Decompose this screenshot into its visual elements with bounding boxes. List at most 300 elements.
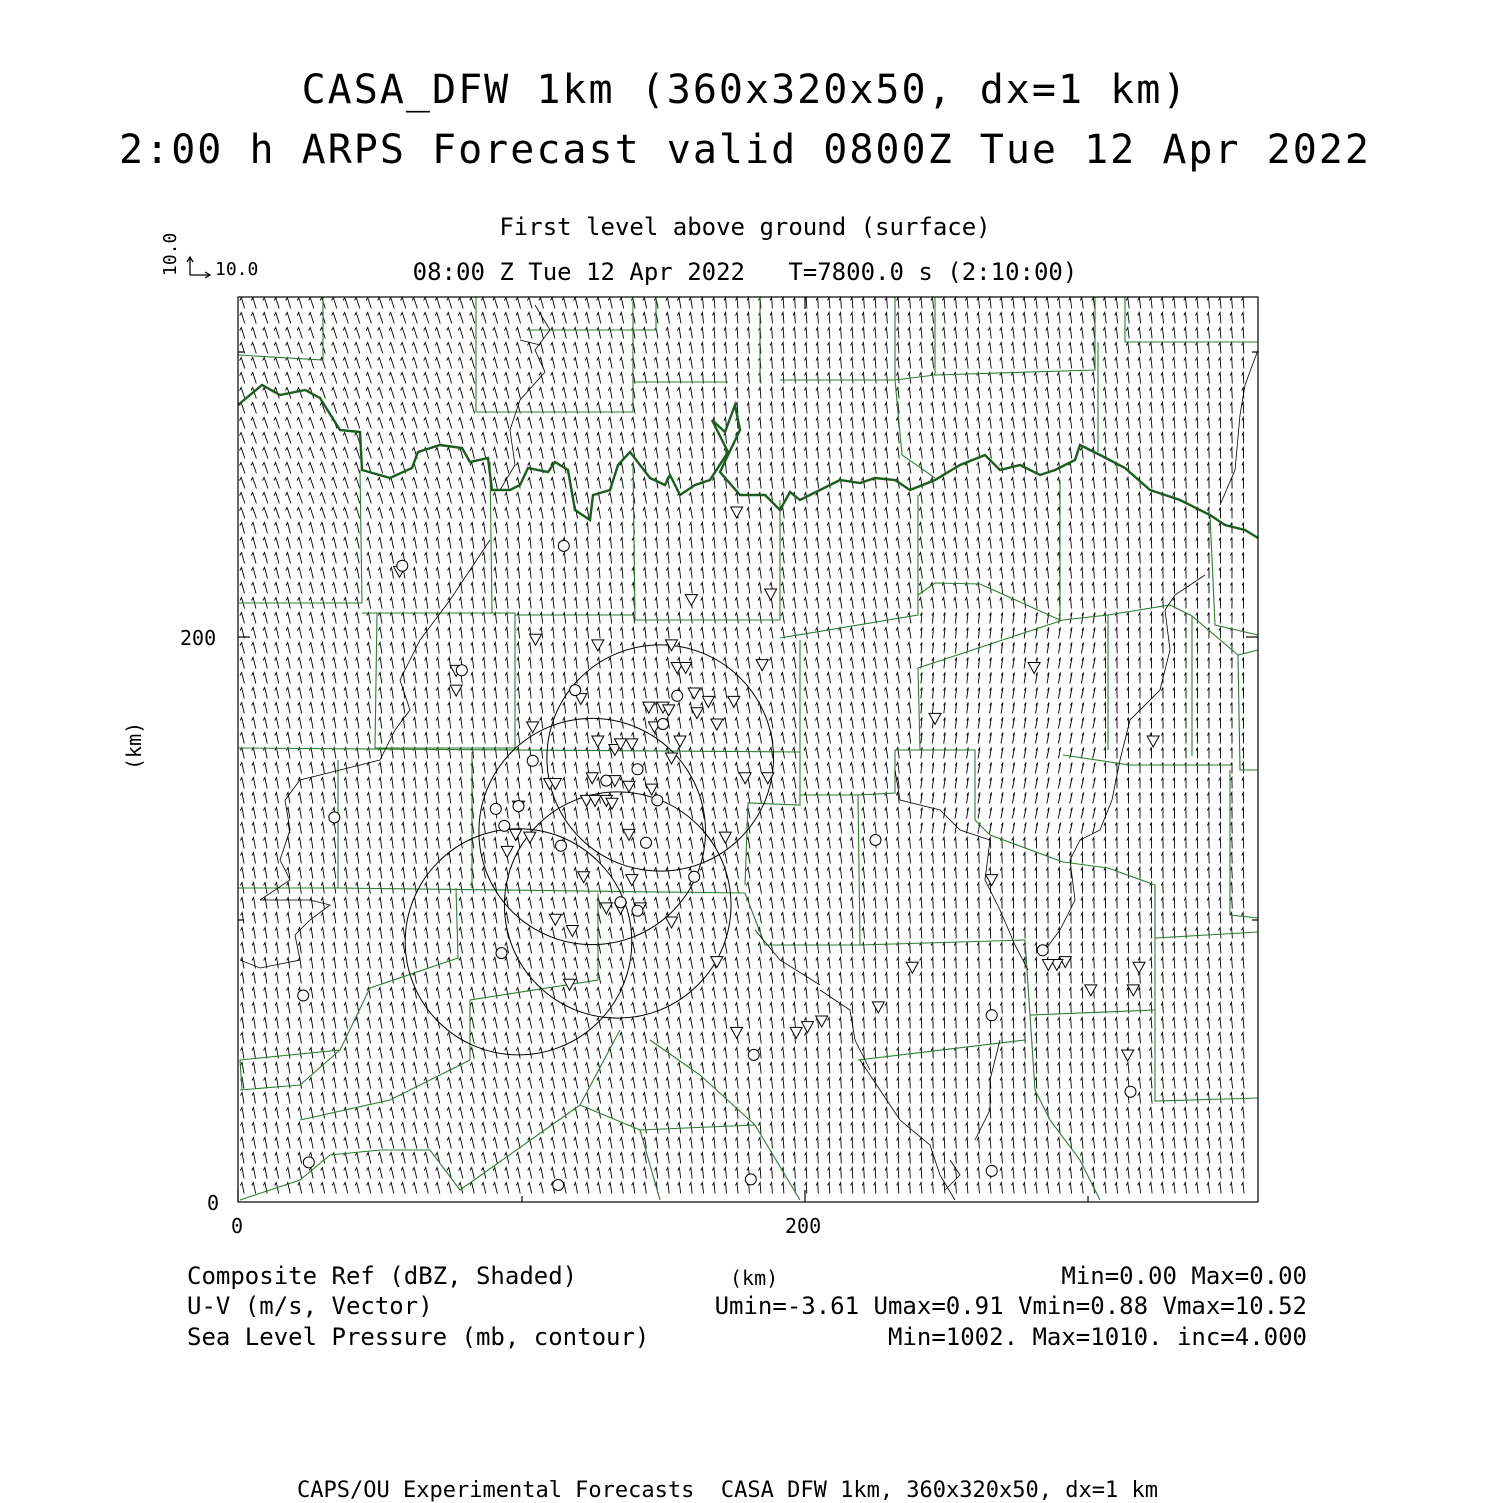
wind-vector — [447, 343, 452, 354]
wind-vector — [1103, 1078, 1106, 1089]
wind-vector — [689, 643, 692, 654]
wind-vector — [896, 748, 899, 759]
wind-vector — [793, 418, 796, 429]
wind-vector — [1138, 1018, 1140, 1029]
wind-vector — [713, 433, 715, 444]
wind-vector — [1161, 418, 1163, 429]
wind-vector — [1023, 1048, 1025, 1059]
wind-vector — [1231, 643, 1233, 654]
wind-vector — [816, 373, 819, 384]
wind-vector — [1093, 658, 1095, 669]
wind-vector — [528, 643, 531, 654]
wind-vector — [666, 823, 670, 834]
wind-vector — [862, 433, 865, 444]
wind-vector — [1219, 733, 1221, 744]
wind-vector — [770, 478, 773, 489]
wind-vector — [666, 463, 669, 474]
wind-vector — [931, 958, 933, 969]
wind-vector — [1161, 988, 1163, 999]
wind-vector — [1230, 703, 1232, 714]
wind-vector — [412, 403, 417, 414]
wind-vector — [712, 1063, 715, 1074]
wind-vector — [310, 763, 313, 774]
wind-vector — [723, 778, 727, 789]
wind-vector — [1230, 418, 1232, 429]
wind-vector — [517, 718, 520, 729]
wind-vector — [944, 763, 946, 774]
wind-vector — [574, 703, 577, 714]
wind-vector — [447, 373, 452, 384]
wind-vector — [1172, 1123, 1175, 1134]
wind-vector — [746, 703, 750, 714]
wind-vector — [827, 448, 830, 459]
wind-vector — [1241, 1123, 1244, 1134]
wind-vector — [1230, 538, 1232, 549]
wind-vector — [1196, 673, 1198, 684]
wind-vector — [1057, 358, 1060, 369]
wind-vector — [1138, 613, 1140, 624]
wind-vector — [701, 613, 704, 624]
wind-vector — [1184, 433, 1186, 444]
wind-vector — [390, 658, 393, 669]
wind-vector — [620, 448, 624, 459]
wind-vector — [1000, 403, 1003, 414]
wind-vector — [1115, 313, 1118, 324]
wind-vector — [758, 868, 762, 879]
wind-vector — [620, 778, 623, 789]
wind-vector — [493, 343, 498, 354]
wind-vector — [413, 823, 416, 834]
wind-vector — [1242, 358, 1244, 369]
wind-vector — [286, 358, 291, 369]
wind-vector — [1093, 823, 1096, 834]
wind-vector — [850, 643, 853, 654]
wind-vector — [562, 343, 566, 354]
wind-vector — [356, 778, 359, 789]
wind-vector — [1104, 958, 1106, 969]
wind-vector — [1126, 1108, 1129, 1119]
wind-vector — [321, 688, 325, 699]
wind-vector — [955, 703, 957, 714]
wind-vector — [885, 568, 888, 579]
wind-vector — [827, 883, 830, 894]
wind-vector — [758, 508, 761, 519]
wind-vector — [310, 838, 313, 849]
wind-vector — [263, 568, 268, 579]
wind-vector — [481, 343, 486, 354]
wind-vector — [643, 433, 646, 444]
wind-vector — [977, 913, 979, 924]
wind-vector — [436, 688, 439, 699]
wind-vector — [1092, 343, 1095, 354]
wind-vector — [297, 373, 302, 384]
wind-vector — [1207, 1078, 1210, 1089]
wind-vector — [920, 1003, 922, 1014]
wind-vector — [850, 538, 853, 549]
wind-vector — [309, 1063, 313, 1074]
wind-vector — [1035, 958, 1037, 969]
wind-vector — [862, 448, 865, 459]
wind-vector — [885, 958, 887, 969]
wind-vector — [874, 958, 876, 969]
wind-vector — [1012, 898, 1014, 909]
wind-vector — [735, 523, 738, 534]
wind-vector — [1104, 928, 1106, 939]
wind-vector — [654, 838, 658, 849]
wind-vector — [965, 328, 968, 339]
wind-vector — [402, 703, 405, 714]
wind-vector — [1046, 853, 1048, 864]
wind-vector — [275, 688, 279, 699]
wind-vector — [908, 838, 911, 849]
wind-vector — [896, 463, 899, 474]
wind-vector — [770, 523, 773, 534]
wind-vector — [747, 928, 750, 939]
wind-vector — [425, 583, 428, 594]
wind-vector — [1057, 343, 1060, 354]
wind-vector — [943, 1093, 945, 1104]
wind-vector — [769, 853, 773, 864]
wind-vector — [274, 433, 279, 444]
wind-vector — [286, 1078, 290, 1089]
wind-vector — [505, 1093, 509, 1104]
wind-vector — [574, 298, 578, 309]
wind-vector — [793, 1093, 795, 1104]
wind-vector — [528, 1108, 532, 1119]
wind-vector — [724, 538, 727, 549]
wind-vector — [954, 883, 956, 894]
wind-vector — [436, 1003, 440, 1014]
wind-vector — [921, 823, 923, 834]
wind-vector — [574, 958, 578, 969]
wind-vector — [896, 508, 899, 519]
wind-vector — [966, 1108, 968, 1119]
wind-vector — [643, 673, 646, 684]
wind-vector — [516, 1108, 520, 1119]
wind-vector — [885, 778, 888, 789]
wind-vector — [747, 913, 750, 924]
wind-vector — [482, 733, 485, 744]
wind-vector — [1093, 733, 1096, 744]
wind-vector — [540, 838, 543, 849]
wind-vector — [943, 883, 945, 894]
wind-vector — [747, 1018, 750, 1029]
wind-vector — [551, 328, 555, 339]
wind-vector — [241, 973, 244, 984]
wind-vector — [574, 343, 578, 354]
wind-vector — [310, 1018, 313, 1029]
wind-vector — [908, 823, 911, 834]
wind-vector — [724, 313, 726, 324]
wind-vector — [873, 733, 876, 744]
wind-vector — [1104, 883, 1106, 894]
wind-vector — [367, 643, 371, 654]
wind-vector — [1230, 973, 1233, 984]
wind-vector — [435, 343, 440, 354]
wind-vector — [355, 358, 360, 369]
wind-vector — [1196, 553, 1198, 564]
wind-vector — [275, 733, 279, 744]
wind-vector — [574, 523, 577, 534]
wind-vector — [355, 478, 360, 489]
wind-vector — [862, 523, 865, 534]
wind-vector — [332, 478, 337, 489]
wind-vector — [966, 898, 968, 909]
wind-vector — [965, 523, 968, 534]
wind-vector — [678, 718, 681, 729]
wind-vector — [931, 1123, 933, 1134]
wind-vector — [1047, 658, 1049, 669]
wind-vector — [885, 823, 888, 834]
wind-vector — [517, 613, 520, 624]
wind-vector — [586, 718, 589, 729]
wind-vector — [781, 823, 785, 834]
wind-vector — [804, 673, 808, 684]
wind-vector — [1230, 298, 1232, 309]
wind-vector — [378, 613, 382, 624]
wind-vector — [608, 313, 612, 324]
wind-vector — [493, 313, 498, 324]
wind-vector — [298, 658, 302, 669]
wind-vector — [448, 853, 451, 864]
wind-vector — [1242, 943, 1244, 954]
wind-vector — [978, 778, 980, 789]
wind-vector — [735, 1123, 738, 1134]
wind-vector — [251, 313, 256, 324]
wind-vector — [620, 703, 623, 714]
wind-vector — [263, 433, 268, 444]
wind-vector — [413, 1018, 417, 1029]
wind-vector — [562, 913, 566, 924]
wind-vector — [1046, 538, 1049, 549]
wind-vector — [792, 673, 796, 684]
wind-vector — [954, 913, 956, 924]
wind-vector — [241, 958, 244, 969]
wind-vector — [839, 403, 842, 414]
wind-vector — [966, 1003, 968, 1014]
wind-vector — [723, 793, 727, 804]
wind-vector — [965, 448, 968, 459]
wind-vector — [654, 343, 658, 354]
wind-vector — [1046, 868, 1048, 879]
wind-vector — [724, 358, 726, 369]
wind-vector — [1196, 418, 1198, 429]
wind-vector — [712, 523, 715, 534]
wind-vector — [1196, 448, 1198, 459]
wind-vector — [367, 568, 371, 579]
wind-vector — [712, 493, 715, 504]
wind-vector — [1208, 673, 1210, 684]
wind-vector — [700, 913, 704, 924]
wind-vector — [356, 913, 359, 924]
wind-vector — [459, 538, 462, 549]
wind-vector — [758, 883, 762, 894]
wind-vector — [332, 1093, 336, 1104]
wind-vector — [921, 688, 923, 699]
wind-vector — [1138, 448, 1141, 459]
wind-vector — [551, 568, 554, 579]
wind-vector — [1034, 298, 1037, 309]
wind-vector — [494, 733, 497, 744]
wind-vector — [1218, 988, 1221, 999]
wind-vector — [528, 493, 532, 504]
wind-vector — [1092, 553, 1094, 564]
wind-vector — [677, 913, 681, 924]
wind-vector — [678, 508, 681, 519]
wind-vector — [1024, 643, 1026, 654]
wind-vector — [1207, 553, 1209, 564]
vector-key-vertical-label: 10.0 — [160, 232, 181, 276]
wind-vector — [1196, 973, 1198, 984]
wind-vector — [309, 733, 313, 744]
wind-vector — [333, 718, 336, 729]
wind-vector — [1173, 1003, 1175, 1014]
wind-vector — [448, 628, 451, 639]
wind-vector — [264, 928, 267, 939]
wind-vector — [597, 553, 600, 564]
wind-vector — [990, 613, 992, 624]
wind-vector — [873, 688, 876, 699]
wind-vector — [944, 823, 946, 834]
wind-vector — [908, 943, 910, 954]
wind-vector — [954, 448, 957, 459]
wind-vector — [885, 883, 888, 894]
wind-vector — [297, 418, 302, 429]
wind-vector — [252, 1123, 256, 1134]
wind-vector — [263, 718, 267, 729]
wind-vector — [401, 523, 405, 534]
wind-vector — [597, 313, 601, 324]
wind-vector — [620, 793, 624, 804]
wind-vector — [1242, 583, 1244, 594]
wind-vector — [539, 958, 543, 969]
wind-vector — [955, 763, 957, 774]
wind-vector — [873, 778, 876, 789]
wind-vector — [724, 958, 727, 969]
wind-vector — [931, 598, 934, 609]
wind-vector — [1069, 883, 1071, 894]
wind-vector — [597, 463, 601, 474]
wind-vector — [1093, 688, 1095, 699]
wind-vector — [804, 538, 807, 549]
wind-vector — [494, 628, 497, 639]
wind-vector — [309, 643, 313, 654]
wind-vector — [1115, 898, 1117, 909]
wind-vector — [448, 883, 451, 894]
wind-vector — [1138, 373, 1141, 384]
wind-vector — [816, 898, 819, 909]
wind-vector — [1000, 523, 1003, 534]
wind-vector — [1219, 628, 1221, 639]
wind-vector — [897, 1048, 899, 1059]
wind-vector — [459, 628, 462, 639]
wind-vector — [746, 688, 750, 699]
wind-vector — [666, 868, 670, 879]
wind-vector — [585, 463, 589, 474]
wind-vector — [1196, 958, 1198, 969]
wind-vector — [1196, 898, 1198, 909]
wind-vector — [1057, 448, 1060, 459]
wind-vector — [425, 658, 428, 669]
wind-vector — [505, 643, 508, 654]
wind-vector — [435, 328, 440, 339]
wind-vector — [505, 598, 508, 609]
wind-vector — [332, 673, 336, 684]
wind-vector — [747, 958, 750, 969]
wind-vector — [1070, 658, 1072, 669]
wind-vector — [1034, 313, 1037, 324]
wind-vector — [689, 1108, 692, 1119]
wind-vector — [562, 943, 566, 954]
wind-vector — [1161, 568, 1163, 579]
wind-vector — [310, 808, 313, 819]
wind-vector — [482, 583, 485, 594]
wind-vector — [712, 508, 715, 519]
wind-vector — [424, 973, 428, 984]
wind-vector — [896, 673, 899, 684]
wind-vector — [1034, 523, 1037, 534]
wind-vector — [1012, 853, 1014, 864]
wind-vector — [1069, 838, 1071, 849]
wind-vector — [965, 403, 968, 414]
wind-vector — [793, 478, 796, 489]
wind-vector — [689, 958, 693, 969]
wind-vector — [827, 808, 830, 819]
wind-vector — [919, 568, 922, 579]
wind-vector — [1115, 913, 1117, 924]
wind-vector — [724, 433, 727, 444]
wind-vector — [389, 508, 394, 519]
wind-vector — [356, 988, 359, 999]
wind-vector — [782, 343, 784, 354]
wind-vector — [355, 643, 359, 654]
wind-vector — [666, 838, 670, 849]
wind-vector — [424, 1048, 428, 1059]
wind-vector — [1080, 358, 1083, 369]
wind-vector — [1161, 898, 1163, 909]
wind-vector — [908, 973, 910, 984]
wind-vector — [286, 373, 291, 384]
wind-vector — [1150, 853, 1152, 864]
wind-vector — [1207, 523, 1209, 534]
wind-vector — [379, 793, 382, 804]
wind-vector — [470, 433, 474, 444]
wind-vector — [1184, 718, 1186, 729]
wind-vector — [1184, 568, 1186, 579]
wind-vector — [343, 373, 348, 384]
wind-vector — [955, 718, 957, 729]
wind-vector — [1069, 928, 1071, 939]
wind-vector — [1115, 1018, 1117, 1029]
wind-vector — [574, 898, 578, 909]
wind-vector — [585, 1108, 589, 1119]
wind-vector — [1046, 373, 1049, 384]
wind-vector — [298, 583, 302, 594]
wind-vector — [655, 433, 658, 444]
wind-vector — [1069, 988, 1071, 999]
wind-vector — [424, 433, 429, 444]
wind-vector — [585, 358, 589, 369]
wind-vector — [1138, 433, 1141, 444]
wind-vector — [562, 1093, 566, 1104]
wind-vector — [539, 868, 543, 879]
wind-vector — [390, 853, 393, 864]
wind-vector — [701, 343, 703, 354]
wind-vector — [425, 688, 428, 699]
wind-vector — [494, 568, 497, 579]
wind-vector — [862, 538, 865, 549]
wind-vector — [747, 538, 750, 549]
